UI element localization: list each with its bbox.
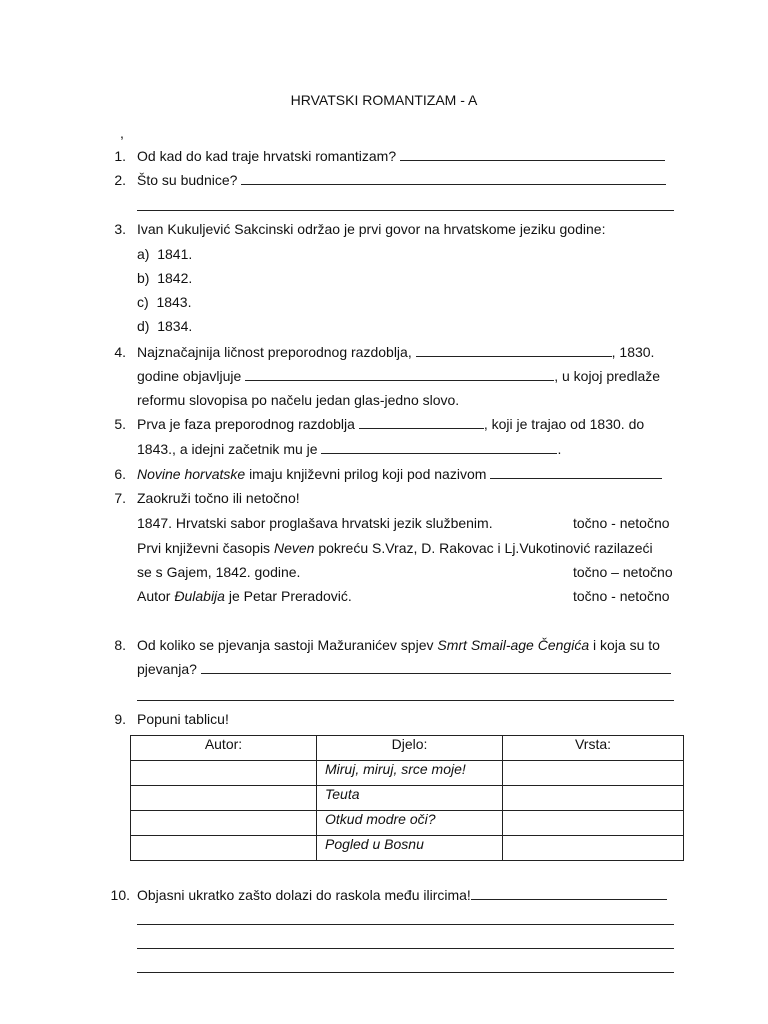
option-value: 1834. — [157, 318, 193, 334]
q5-text-a: Prva je faza preporodnog razdoblja — [137, 416, 355, 432]
q10-answer-line-1[interactable] — [137, 924, 674, 925]
q2-answer-blank[interactable] — [241, 171, 666, 185]
q4-blank-1[interactable] — [416, 343, 612, 357]
q5-number: 5. — [114, 416, 126, 432]
q10-answer-line-2[interactable] — [137, 948, 674, 949]
q7-statement-3 — [137, 587, 352, 605]
q5-line-1 — [137, 415, 644, 433]
q5-blank-1[interactable] — [359, 415, 484, 429]
works-table — [130, 735, 684, 861]
q1-answer-blank[interactable] — [400, 147, 665, 161]
q8-answer-line[interactable] — [137, 700, 674, 701]
q4-number: 4. — [114, 344, 126, 360]
q3-option-c[interactable] — [137, 293, 192, 311]
q6-answer-blank[interactable] — [490, 465, 662, 479]
q5-text-b: , koji je trajao od 1830. do — [483, 416, 645, 432]
q8-answer-blank[interactable] — [201, 660, 671, 674]
q10-text: Objasni ukratko zašto dolazi do raskola među ilircima! — [137, 887, 471, 903]
cell-autor[interactable] — [131, 811, 317, 836]
q7-s2-text-b: pokreću S.Vraz, D. Rakovac i Lj.Vukotinović razilazeći — [318, 540, 653, 556]
q10-number: 10. — [110, 887, 130, 903]
q3-text: Ivan Kukuljević Sakcinski održao je prvi govor na hrvatskome jeziku godine: — [137, 221, 606, 237]
question-6 — [137, 465, 662, 483]
q2-number: 2. — [114, 172, 126, 188]
table-header-row — [131, 736, 684, 761]
q7-number: 7. — [114, 490, 126, 506]
cell-djelo: Pogled u Bosnu — [317, 836, 503, 861]
header-autor: Autor: — [131, 736, 317, 761]
q7-s3-text-a: Autor — [137, 588, 171, 604]
q4-text-b: , 1830. — [611, 344, 655, 360]
table-row — [131, 761, 684, 786]
q10-answer-line-3[interactable] — [137, 972, 674, 973]
q7-text: Zaokruži točno ili netočno! — [137, 490, 300, 506]
cell-djelo: Teuta — [317, 786, 503, 811]
header-vrsta: Vrsta: — [503, 736, 684, 761]
q4-text-c: godine objavljuje — [137, 368, 242, 384]
q4-line-2 — [137, 367, 660, 385]
q5-text-c: 1843., a idejni začetnik mu je — [137, 441, 318, 457]
q7-statement-1: 1847. Hrvatski sabor proglašava hrvatski jezik službenim. — [137, 515, 493, 531]
q4-blank-2[interactable] — [245, 367, 554, 381]
q7-statement-2-cont: se s Gajem, 1842. godine. — [137, 564, 301, 580]
q4-text-d: , u kojoj predlaže — [554, 368, 661, 384]
q9-number: 9. — [114, 711, 126, 727]
q8-number: 8. — [114, 637, 126, 653]
cell-autor[interactable] — [131, 786, 317, 811]
q7-s2-italic: Neven — [273, 540, 315, 556]
q8-text-a: Od koliko se pjevanja sastoji Mažuranićev spjev — [137, 637, 434, 653]
q7-true-false-3[interactable]: točno - netočno — [573, 588, 670, 604]
option-value: 1842. — [157, 270, 193, 286]
table-row — [131, 836, 684, 861]
q3-option-d[interactable] — [137, 317, 192, 335]
q7-true-false-1[interactable]: točno - netočno — [573, 515, 670, 531]
option-letter: c) — [137, 294, 149, 310]
option-value: 1843. — [156, 294, 192, 310]
q9-text: Popuni tablicu! — [137, 711, 229, 727]
q8-line-2 — [137, 660, 671, 678]
q6-italic-title: Novine horvatske — [137, 466, 246, 482]
table-row — [131, 811, 684, 836]
q8-italic-title: Smrt Smail-age Čengića — [437, 637, 590, 653]
cell-vrsta[interactable] — [503, 786, 684, 811]
q8-text-b: i koja su to — [593, 637, 660, 653]
question-10 — [137, 886, 667, 904]
q4-text-a: Najznačajnija ličnost preporodnog razdoblja, — [137, 344, 412, 360]
table-row — [131, 786, 684, 811]
q4-line-3: reformu slovopisa po načelu jedan glas-jedno slovo. — [137, 392, 460, 408]
q2-answer-line[interactable] — [137, 210, 674, 211]
option-letter: b) — [137, 270, 150, 286]
q1-text: Od kad do kad traje hrvatski romantizam? — [137, 148, 397, 164]
q6-text: imaju književni prilog koji pod nazivom — [249, 466, 487, 482]
cell-vrsta[interactable] — [503, 836, 684, 861]
q10-answer-blank[interactable] — [471, 886, 667, 900]
q7-statement-2 — [137, 539, 653, 557]
question-2 — [137, 171, 666, 189]
q8-line-1 — [137, 636, 660, 654]
option-letter: d) — [137, 318, 150, 334]
cell-djelo: Miruj, miruj, srce moje! — [317, 761, 503, 786]
q3-number: 3. — [114, 221, 126, 237]
q4-line-1 — [137, 343, 654, 361]
stray-mark: , — [120, 125, 124, 141]
cell-djelo: Otkud modre oči? — [317, 811, 503, 836]
cell-autor[interactable] — [131, 836, 317, 861]
q6-number: 6. — [114, 466, 126, 482]
q7-true-false-2[interactable]: točno – netočno — [573, 564, 673, 580]
cell-vrsta[interactable] — [503, 811, 684, 836]
q7-s2-text-a: Prvi književni časopis — [137, 540, 271, 556]
q3-option-a[interactable] — [137, 245, 192, 263]
page-title: HRVATSKI ROMANTIZAM - A — [290, 92, 478, 108]
q5-line-2 — [137, 440, 561, 458]
cell-vrsta[interactable] — [503, 761, 684, 786]
option-letter: a) — [137, 246, 150, 262]
q2-text: Što su budnice? — [137, 172, 238, 188]
q7-s3-text-b: je Petar Preradović. — [228, 588, 352, 604]
q3-option-b[interactable] — [137, 269, 192, 287]
q5-blank-2[interactable] — [321, 440, 557, 454]
cell-autor[interactable] — [131, 761, 317, 786]
q7-s3-italic: Đulabija — [174, 588, 225, 604]
q8-text-c: pjevanja? — [137, 661, 197, 677]
q1-number: 1. — [114, 148, 126, 164]
question-1 — [137, 147, 665, 165]
header-djelo: Djelo: — [317, 736, 503, 761]
q5-text-d: . — [557, 441, 562, 457]
option-value: 1841. — [157, 246, 193, 262]
